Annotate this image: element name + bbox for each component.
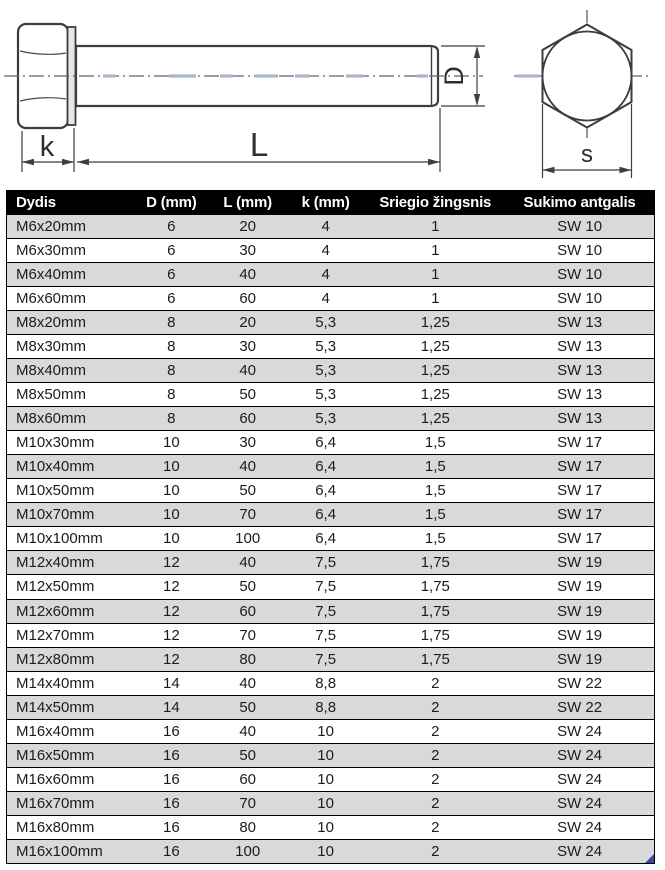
cell-d-mm: 16 xyxy=(162,818,180,836)
cell-k-mm: 10 xyxy=(317,794,334,812)
cell-sukimo: SW 19 xyxy=(557,602,603,620)
cell-sriegio: 1 xyxy=(431,266,440,284)
table-row xyxy=(7,719,654,743)
table-row xyxy=(7,238,654,262)
cell-sriegio: 2 xyxy=(431,722,440,740)
cell-l-mm: 50 xyxy=(239,746,257,764)
cell-d-mm: 12 xyxy=(162,554,180,572)
table-row xyxy=(7,334,654,358)
cell-dydis: M6x40mm xyxy=(16,266,87,284)
cell-k-mm: 4 xyxy=(321,242,330,260)
table-row xyxy=(7,599,654,623)
cell-l-mm: 60 xyxy=(239,410,257,428)
cell-sriegio: 1,75 xyxy=(420,554,450,572)
cell-d-mm: 8 xyxy=(167,386,176,404)
cell-l-mm: 40 xyxy=(239,266,257,284)
cell-sukimo: SW 22 xyxy=(557,674,603,692)
cell-sriegio: 1,5 xyxy=(424,458,446,476)
table-header-row xyxy=(7,190,654,214)
cell-sukimo: SW 24 xyxy=(557,722,603,740)
cell-dydis: M10x70mm xyxy=(16,506,95,524)
cell-sriegio: 2 xyxy=(431,818,440,836)
cell-sukimo: SW 17 xyxy=(557,434,603,452)
cell-dydis: M8x30mm xyxy=(16,338,87,356)
table-row xyxy=(7,815,654,839)
cell-sukimo: SW 17 xyxy=(557,530,603,548)
cell-sukimo: SW 22 xyxy=(557,698,603,716)
k-dimension-label: k xyxy=(39,131,55,163)
cell-dydis: M10x30mm xyxy=(16,434,95,452)
cell-k-mm: 4 xyxy=(321,290,330,308)
k-arrow-left xyxy=(22,159,34,165)
cell-l-mm: 60 xyxy=(239,290,257,308)
cell-dydis: M12x40mm xyxy=(16,554,95,572)
cell-l-mm: 40 xyxy=(239,674,257,692)
cell-l-mm: 30 xyxy=(239,434,257,452)
cell-k-mm: 7,5 xyxy=(315,602,337,620)
cell-sriegio: 1,25 xyxy=(420,410,450,428)
cell-dydis: M10x50mm xyxy=(16,482,95,500)
cell-sukimo: SW 24 xyxy=(557,746,603,764)
cell-k-mm: 6,4 xyxy=(315,482,337,500)
cell-k-mm: 4 xyxy=(321,218,330,236)
d-arrow-bottom xyxy=(474,94,480,106)
cell-sukimo: SW 13 xyxy=(557,338,603,356)
cell-d-mm: 12 xyxy=(162,626,180,644)
column-header-d-mm: D (mm) xyxy=(146,193,197,211)
cell-dydis: M16x80mm xyxy=(16,818,95,836)
cell-l-mm: 50 xyxy=(239,698,257,716)
cell-sriegio: 2 xyxy=(431,770,440,788)
table-body xyxy=(7,214,654,863)
cell-k-mm: 5,3 xyxy=(315,362,337,380)
cell-d-mm: 6 xyxy=(167,290,176,308)
cell-dydis: M10x100mm xyxy=(16,530,103,548)
cell-sriegio: 2 xyxy=(431,842,440,860)
cell-l-mm: 40 xyxy=(239,554,257,572)
cell-sriegio: 1,75 xyxy=(420,626,450,644)
cell-sukimo: SW 24 xyxy=(557,842,603,860)
cell-k-mm: 4 xyxy=(321,266,330,284)
l-arrow-left xyxy=(77,159,89,165)
cell-dydis: M12x70mm xyxy=(16,626,95,644)
cell-sukimo: SW 10 xyxy=(557,290,603,308)
cell-dydis: M16x100mm xyxy=(16,842,103,860)
cell-d-mm: 14 xyxy=(162,698,180,716)
cell-sriegio: 2 xyxy=(431,698,440,716)
cell-k-mm: 6,4 xyxy=(315,506,337,524)
cell-k-mm: 5,3 xyxy=(315,410,337,428)
hex-outline xyxy=(543,25,632,128)
cell-d-mm: 8 xyxy=(167,338,176,356)
cell-sukimo: SW 19 xyxy=(557,554,603,572)
cell-k-mm: 5,3 xyxy=(315,386,337,404)
cell-l-mm: 60 xyxy=(239,602,257,620)
table-row xyxy=(7,430,654,454)
cell-l-mm: 50 xyxy=(239,482,257,500)
cell-sukimo: SW 10 xyxy=(557,242,603,260)
cell-sukimo: SW 19 xyxy=(557,578,603,596)
cell-d-mm: 10 xyxy=(162,506,180,524)
cell-d-mm: 8 xyxy=(167,410,176,428)
cell-d-mm: 16 xyxy=(162,770,180,788)
d-dimension-label: D xyxy=(439,66,469,86)
cell-sriegio: 1,25 xyxy=(420,386,450,404)
cell-l-mm: 100 xyxy=(235,842,261,860)
cell-dydis: M6x60mm xyxy=(16,290,87,308)
cell-sriegio: 1,5 xyxy=(424,434,446,452)
cell-sukimo: SW 24 xyxy=(557,770,603,788)
table-row xyxy=(7,262,654,286)
bolt-spec-table xyxy=(6,190,655,864)
cell-d-mm: 10 xyxy=(162,434,180,452)
cell-d-mm: 10 xyxy=(162,482,180,500)
cell-sriegio: 2 xyxy=(431,794,440,812)
table-row xyxy=(7,791,654,815)
cell-sukimo: SW 24 xyxy=(557,794,603,812)
column-header-sriegio: Sriegio žingsnis xyxy=(379,193,492,211)
cell-k-mm: 5,3 xyxy=(315,314,337,332)
table-row xyxy=(7,550,654,574)
cell-sukimo: SW 19 xyxy=(557,626,603,644)
cell-d-mm: 12 xyxy=(162,602,180,620)
table-row xyxy=(7,839,654,863)
cell-sukimo: SW 13 xyxy=(557,314,603,332)
cell-sriegio: 1,5 xyxy=(424,482,446,500)
cell-d-mm: 14 xyxy=(162,674,180,692)
column-header-sukimo: Sukimo antgalis xyxy=(523,193,636,211)
cell-l-mm: 60 xyxy=(239,770,257,788)
cell-sukimo: SW 17 xyxy=(557,482,603,500)
table-row xyxy=(7,454,654,478)
cell-l-mm: 20 xyxy=(239,218,257,236)
cell-dydis: M6x20mm xyxy=(16,218,87,236)
cell-sukimo: SW 17 xyxy=(557,458,603,476)
cell-sriegio: 1,75 xyxy=(420,650,450,668)
cell-k-mm: 10 xyxy=(317,818,334,836)
cell-dydis: M6x30mm xyxy=(16,242,87,260)
cell-d-mm: 16 xyxy=(162,722,180,740)
cell-d-mm: 8 xyxy=(167,362,176,380)
cell-k-mm: 6,4 xyxy=(315,530,337,548)
cell-sriegio: 2 xyxy=(431,746,440,764)
table-row xyxy=(7,406,654,430)
cell-l-mm: 70 xyxy=(239,794,257,812)
cell-d-mm: 16 xyxy=(162,842,180,860)
cell-sukimo: SW 10 xyxy=(557,218,603,236)
bolt-head-front-view xyxy=(514,10,651,141)
cell-dydis: M8x20mm xyxy=(16,314,87,332)
cell-l-mm: 70 xyxy=(239,626,257,644)
cell-sriegio: 1,25 xyxy=(420,314,450,332)
table-row xyxy=(7,623,654,647)
k-arrow-right xyxy=(62,159,74,165)
cell-d-mm: 16 xyxy=(162,746,180,764)
column-header-k-mm: k (mm) xyxy=(301,193,350,211)
cell-l-mm: 50 xyxy=(239,578,257,596)
cell-d-mm: 16 xyxy=(162,794,180,812)
cell-l-mm: 50 xyxy=(239,386,257,404)
s-arrow-left xyxy=(543,167,555,173)
table-row xyxy=(7,695,654,719)
cell-dydis: M12x50mm xyxy=(16,578,95,596)
cell-sriegio: 1,5 xyxy=(424,530,446,548)
bolt-drawing-svg xyxy=(0,0,665,190)
cell-k-mm: 6,4 xyxy=(315,458,337,476)
cell-d-mm: 6 xyxy=(167,218,176,236)
cell-dydis: M16x60mm xyxy=(16,770,95,788)
corner-marker xyxy=(645,854,654,863)
cell-d-mm: 10 xyxy=(162,530,180,548)
cell-k-mm: 7,5 xyxy=(315,650,337,668)
cell-sukimo: SW 13 xyxy=(557,410,603,428)
cell-k-mm: 10 xyxy=(317,746,334,764)
cell-l-mm: 40 xyxy=(239,362,257,380)
cell-sriegio: 1 xyxy=(431,218,440,236)
cell-l-mm: 80 xyxy=(239,818,257,836)
column-header-l-mm: L (mm) xyxy=(223,193,272,211)
cell-k-mm: 7,5 xyxy=(315,554,337,572)
hex-centerline-accent xyxy=(517,74,539,77)
cell-l-mm: 100 xyxy=(235,530,261,548)
cell-sukimo: SW 17 xyxy=(557,506,603,524)
cell-sriegio: 2 xyxy=(431,674,440,692)
cell-sriegio: 1 xyxy=(431,290,440,308)
cell-sriegio: 1,75 xyxy=(420,602,450,620)
cell-sukimo: SW 19 xyxy=(557,650,603,668)
cell-d-mm: 12 xyxy=(162,578,180,596)
cell-dydis: M8x40mm xyxy=(16,362,87,380)
cell-d-mm: 6 xyxy=(167,266,176,284)
table-row xyxy=(7,214,654,238)
cell-dydis: M8x50mm xyxy=(16,386,87,404)
cell-dydis: M8x60mm xyxy=(16,410,87,428)
table-row xyxy=(7,767,654,791)
cell-k-mm: 8,8 xyxy=(315,698,337,716)
cell-sriegio: 1,25 xyxy=(420,362,450,380)
table-row xyxy=(7,526,654,550)
table-row xyxy=(7,574,654,598)
cell-dydis: M10x40mm xyxy=(16,458,95,476)
cell-d-mm: 12 xyxy=(162,650,180,668)
cell-l-mm: 40 xyxy=(239,458,257,476)
cell-dydis: M16x40mm xyxy=(16,722,95,740)
table-row xyxy=(7,310,654,334)
table-row xyxy=(7,502,654,526)
cell-sriegio: 1 xyxy=(431,242,440,260)
cell-k-mm: 10 xyxy=(317,722,334,740)
cell-dydis: M16x70mm xyxy=(16,794,95,812)
cell-d-mm: 8 xyxy=(167,314,176,332)
table-row xyxy=(7,478,654,502)
cell-k-mm: 10 xyxy=(317,770,334,788)
table-row xyxy=(7,286,654,310)
cell-d-mm: 6 xyxy=(167,242,176,260)
cell-l-mm: 80 xyxy=(239,650,257,668)
cell-sriegio: 1,5 xyxy=(424,506,446,524)
cell-k-mm: 5,3 xyxy=(315,338,337,356)
table-row xyxy=(7,358,654,382)
cell-l-mm: 70 xyxy=(239,506,257,524)
cell-k-mm: 6,4 xyxy=(315,434,337,452)
cell-dydis: M12x80mm xyxy=(16,650,95,668)
s-dimension-label: s xyxy=(581,141,593,168)
l-arrow-right xyxy=(428,159,440,165)
cell-sukimo: SW 24 xyxy=(557,818,603,836)
cell-l-mm: 20 xyxy=(239,314,257,332)
cell-dydis: M16x50mm xyxy=(16,746,95,764)
table-row xyxy=(7,743,654,767)
d-arrow-top xyxy=(474,46,480,58)
table-row xyxy=(7,382,654,406)
bolt-technical-drawing xyxy=(0,0,665,190)
cell-sriegio: 1,25 xyxy=(420,338,450,356)
cell-dydis: M14x40mm xyxy=(16,674,95,692)
s-arrow-right xyxy=(620,167,632,173)
bolt-side-view xyxy=(4,24,483,128)
cell-sukimo: SW 13 xyxy=(557,362,603,380)
cell-l-mm: 40 xyxy=(239,722,257,740)
cell-sriegio: 1,75 xyxy=(420,578,450,596)
cell-k-mm: 10 xyxy=(317,842,334,860)
cell-sukimo: SW 13 xyxy=(557,386,603,404)
column-header-dydis: Dydis xyxy=(16,193,56,211)
table-row xyxy=(7,647,654,671)
cell-k-mm: 8,8 xyxy=(315,674,337,692)
table-row xyxy=(7,671,654,695)
l-dimension-label: L xyxy=(249,126,269,163)
cell-dydis: M12x60mm xyxy=(16,602,95,620)
cell-d-mm: 10 xyxy=(162,458,180,476)
cell-l-mm: 30 xyxy=(239,338,257,356)
cell-sukimo: SW 10 xyxy=(557,266,603,284)
cell-k-mm: 7,5 xyxy=(315,626,337,644)
cell-dydis: M14x50mm xyxy=(16,698,95,716)
cell-l-mm: 30 xyxy=(239,242,257,260)
cell-k-mm: 7,5 xyxy=(315,578,337,596)
